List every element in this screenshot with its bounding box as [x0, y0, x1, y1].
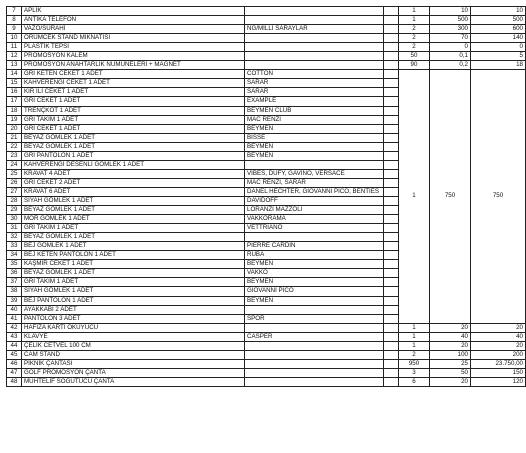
- row-number-cell: 34: [7, 251, 22, 260]
- spacer-cell: [384, 196, 399, 205]
- item-name-cell: CAM STAND: [22, 350, 245, 359]
- item-name-cell: BEJ KETEN PANTOLON 1 ADET: [22, 251, 245, 260]
- item-name-cell: MOR GÖMLEK 1 ADET: [22, 215, 245, 224]
- row-number-cell: 28: [7, 196, 22, 205]
- table-row: [7, 7, 526, 16]
- total-price-cell: 140: [471, 34, 526, 43]
- row-number-cell: 8: [7, 16, 22, 25]
- brand-cell: EXAMPLE: [245, 97, 384, 106]
- quantity-cell: 2: [399, 43, 430, 52]
- brand-cell: [245, 368, 384, 377]
- total-price-cell: 500: [471, 16, 526, 25]
- spacer-cell: [384, 206, 399, 215]
- table-row: [7, 61, 526, 70]
- group-total-price-cell: 750: [471, 70, 526, 323]
- spacer-cell: [384, 260, 399, 269]
- quantity-cell: 1: [399, 16, 430, 25]
- brand-cell: MAC RENZI, SARAR: [245, 178, 384, 187]
- spacer-cell: [384, 178, 399, 187]
- row-number-cell: 25: [7, 169, 22, 178]
- spacer-cell: [384, 323, 399, 332]
- spacer-cell: [384, 124, 399, 133]
- quantity-cell: 2: [399, 25, 430, 34]
- spacer-cell: [384, 251, 399, 260]
- row-number-cell: 16: [7, 88, 22, 97]
- brand-cell: [245, 350, 384, 359]
- quantity-cell: 2: [399, 350, 430, 359]
- item-name-cell: BEYAZ GÖMLEK 1 ADET: [22, 269, 245, 278]
- spacer-cell: [384, 377, 399, 386]
- spacer-cell: [384, 106, 399, 115]
- row-number-cell: 30: [7, 215, 22, 224]
- unit-price-cell: 0: [430, 43, 471, 52]
- item-name-cell: KLAVYE: [22, 332, 245, 341]
- brand-cell: [245, 52, 384, 61]
- row-number-cell: 14: [7, 70, 22, 79]
- brand-cell: [245, 16, 384, 25]
- table-row: [7, 350, 526, 359]
- brand-cell: [245, 305, 384, 314]
- row-number-cell: 27: [7, 187, 22, 196]
- row-number-cell: 13: [7, 61, 22, 70]
- row-number-cell: 7: [7, 7, 22, 16]
- item-name-cell: BEYAZ GÖMLEK 1 ADET: [22, 142, 245, 151]
- item-name-cell: PANTOLON 3 ADET: [22, 314, 245, 323]
- brand-cell: BEYMEN CLUB: [245, 106, 384, 115]
- total-price-cell: 18: [471, 61, 526, 70]
- item-name-cell: GRİ KETEN CEKET 1 ADET: [22, 70, 245, 79]
- spacer-cell: [384, 160, 399, 169]
- table-row: [7, 359, 526, 368]
- item-name-cell: SİYAH GÖMLEK 1 ADET: [22, 287, 245, 296]
- spacer-cell: [384, 52, 399, 61]
- unit-price-cell: 0,1: [430, 52, 471, 61]
- row-number-cell: 23: [7, 151, 22, 160]
- unit-price-cell: 500: [430, 16, 471, 25]
- group-quantity-cell: 1: [399, 70, 430, 323]
- total-price-cell: 150: [471, 368, 526, 377]
- brand-cell: BEYMEN: [245, 296, 384, 305]
- spacer-cell: [384, 43, 399, 52]
- unit-price-cell: 10: [430, 7, 471, 16]
- item-name-cell: GRİ PANTOLON 1 ADET: [22, 151, 245, 160]
- total-price-cell: 0: [471, 43, 526, 52]
- row-number-cell: 44: [7, 341, 22, 350]
- row-number-cell: 24: [7, 160, 22, 169]
- spacer-cell: [384, 16, 399, 25]
- total-price-cell: 5: [471, 52, 526, 61]
- row-number-cell: 48: [7, 377, 22, 386]
- quantity-cell: 1: [399, 332, 430, 341]
- row-number-cell: 20: [7, 124, 22, 133]
- item-name-cell: KAHVERENGİ DESENLİ GÖMLEK 1 ADET: [22, 160, 245, 169]
- item-name-cell: BEJ PANTOLON 1 ADET: [22, 296, 245, 305]
- row-number-cell: 21: [7, 133, 22, 142]
- spacer-cell: [384, 278, 399, 287]
- spacer-cell: [384, 61, 399, 70]
- row-number-cell: 11: [7, 43, 22, 52]
- table-row: [7, 16, 526, 25]
- row-number-cell: 39: [7, 296, 22, 305]
- unit-price-cell: 20: [430, 341, 471, 350]
- item-name-cell: KAHVERENGİ CEKET 1 ADET: [22, 79, 245, 88]
- row-number-cell: 46: [7, 359, 22, 368]
- brand-cell: [245, 43, 384, 52]
- brand-cell: SARAR: [245, 79, 384, 88]
- brand-cell: BEYMEN: [245, 124, 384, 133]
- item-name-cell: BEYAZ GÖMLEK 1 ADET: [22, 233, 245, 242]
- spacer-cell: [384, 133, 399, 142]
- brand-cell: [245, 233, 384, 242]
- spacer-cell: [384, 34, 399, 43]
- brand-cell: SPOR: [245, 314, 384, 323]
- row-number-cell: 40: [7, 305, 22, 314]
- table-row: [7, 43, 526, 52]
- table-row: [7, 52, 526, 61]
- spacer-cell: [384, 287, 399, 296]
- row-number-cell: 41: [7, 314, 22, 323]
- brand-cell: [245, 34, 384, 43]
- table-row: [7, 323, 526, 332]
- row-number-cell: 22: [7, 142, 22, 151]
- spacer-cell: [384, 314, 399, 323]
- spacer-cell: [384, 332, 399, 341]
- total-price-cell: 20: [471, 323, 526, 332]
- group-unit-price-cell: 750: [430, 70, 471, 323]
- brand-cell: VAKKORAMA: [245, 215, 384, 224]
- spacer-cell: [384, 233, 399, 242]
- item-name-cell: PLASTİK TEPSİ: [22, 43, 245, 52]
- item-name-cell: SİYAH GÖMLEK 1 ADET: [22, 196, 245, 205]
- item-name-cell: TRENÇKOT 1 ADET: [22, 106, 245, 115]
- spacer-cell: [384, 97, 399, 106]
- item-name-cell: KIR İLİ CEKET 1 ADET: [22, 88, 245, 97]
- quantity-cell: 1: [399, 341, 430, 350]
- item-name-cell: PROMOSYON ANAHTARLIK NUMUNELERİ + MAGNET: [22, 61, 245, 70]
- item-name-cell: BEYAZ GÖMLEK 1 ADET: [22, 133, 245, 142]
- brand-cell: PIERRE CARDIN: [245, 242, 384, 251]
- spacer-cell: [384, 359, 399, 368]
- unit-price-cell: 40: [430, 332, 471, 341]
- item-name-cell: BEYAZ GÖMLEK 1 ADET: [22, 206, 245, 215]
- unit-price-cell: 70: [430, 34, 471, 43]
- spacer-cell: [384, 305, 399, 314]
- quantity-cell: 1: [399, 323, 430, 332]
- brand-cell: MAC RENZI: [245, 115, 384, 124]
- row-number-cell: 43: [7, 332, 22, 341]
- brand-cell: DAVIDOFF: [245, 196, 384, 205]
- spacer-cell: [384, 142, 399, 151]
- brand-cell: GIOVANNI PICO: [245, 287, 384, 296]
- unit-price-cell: 20: [430, 323, 471, 332]
- brand-cell: VETTRIANO: [245, 224, 384, 233]
- row-number-cell: 12: [7, 52, 22, 61]
- item-name-cell: PROMOSYON KALEM: [22, 52, 245, 61]
- item-name-cell: PİKNİK ÇANTASI: [22, 359, 245, 368]
- quantity-cell: 90: [399, 61, 430, 70]
- row-number-cell: 10: [7, 34, 22, 43]
- brand-cell: BEYMEN: [245, 278, 384, 287]
- item-name-cell: GRİ TAKIM 1 ADET: [22, 278, 245, 287]
- unit-price-cell: 20: [430, 377, 471, 386]
- spacer-cell: [384, 151, 399, 160]
- brand-cell: BEYMEN: [245, 260, 384, 269]
- spacer-cell: [384, 215, 399, 224]
- brand-cell: BISSE: [245, 133, 384, 142]
- table-row: [7, 70, 526, 79]
- spacer-cell: [384, 242, 399, 251]
- item-name-cell: AYAKKABI 2 ADET: [22, 305, 245, 314]
- item-name-cell: GRİ TAKIM 1 ADET: [22, 115, 245, 124]
- row-number-cell: 42: [7, 323, 22, 332]
- table-row: [7, 368, 526, 377]
- spacer-cell: [384, 70, 399, 79]
- quantity-cell: 50: [399, 52, 430, 61]
- total-price-cell: 200: [471, 350, 526, 359]
- quantity-cell: 1: [399, 7, 430, 16]
- spacer-cell: [384, 269, 399, 278]
- brand-cell: [245, 377, 384, 386]
- table-row: [7, 341, 526, 350]
- unit-price-cell: 25: [430, 359, 471, 368]
- spacer-cell: [384, 169, 399, 178]
- item-name-cell: GRİ CEKET 2 ADET: [22, 178, 245, 187]
- brand-cell: [245, 61, 384, 70]
- row-number-cell: 26: [7, 178, 22, 187]
- item-name-cell: GRİ TAKIM 1 ADET: [22, 224, 245, 233]
- item-name-cell: GRİ CEKET 1 ADET: [22, 124, 245, 133]
- item-name-cell: ÇELİK CETVEL 100 CM: [22, 341, 245, 350]
- quantity-cell: 6: [399, 377, 430, 386]
- item-name-cell: GRİ CEKET 1 ADET: [22, 97, 245, 106]
- spacer-cell: [384, 79, 399, 88]
- row-number-cell: 31: [7, 224, 22, 233]
- brand-cell: [245, 160, 384, 169]
- item-name-cell: APLİK: [22, 7, 245, 16]
- total-price-cell: 10: [471, 7, 526, 16]
- brand-cell: RUBA: [245, 251, 384, 260]
- spacer-cell: [384, 115, 399, 124]
- spacer-cell: [384, 88, 399, 97]
- spacer-cell: [384, 187, 399, 196]
- row-number-cell: 19: [7, 115, 22, 124]
- row-number-cell: 17: [7, 97, 22, 106]
- spacer-cell: [384, 350, 399, 359]
- row-number-cell: 45: [7, 350, 22, 359]
- quantity-cell: 950: [399, 359, 430, 368]
- brand-cell: DANEL HECHTER, GIOVANNI PICO, BENTIES: [245, 187, 384, 196]
- table-row: [7, 25, 526, 34]
- table-row: [7, 34, 526, 43]
- item-name-cell: KRAVAT 4 ADET: [22, 169, 245, 178]
- inventory-table: [6, 6, 526, 387]
- spacer-cell: [384, 224, 399, 233]
- row-number-cell: 15: [7, 79, 22, 88]
- row-number-cell: 32: [7, 233, 22, 242]
- total-price-cell: 600: [471, 25, 526, 34]
- item-name-cell: MUHTELİF SOĞUTUCU ÇANTA: [22, 377, 245, 386]
- spacer-cell: [384, 25, 399, 34]
- total-price-cell: 20: [471, 341, 526, 350]
- brand-cell: COTTON: [245, 70, 384, 79]
- total-price-cell: 120: [471, 377, 526, 386]
- row-number-cell: 18: [7, 106, 22, 115]
- unit-price-cell: 300: [430, 25, 471, 34]
- quantity-cell: 2: [399, 34, 430, 43]
- inventory-table-body: [7, 7, 526, 387]
- quantity-cell: 3: [399, 368, 430, 377]
- brand-cell: BEYMEN: [245, 151, 384, 160]
- row-number-cell: 35: [7, 260, 22, 269]
- item-name-cell: ÖRÜMCEK STAND MIKNATISI: [22, 34, 245, 43]
- spacer-cell: [384, 296, 399, 305]
- row-number-cell: 9: [7, 25, 22, 34]
- row-number-cell: 38: [7, 287, 22, 296]
- table-row: [7, 332, 526, 341]
- brand-cell: [245, 7, 384, 16]
- row-number-cell: 29: [7, 206, 22, 215]
- item-name-cell: BEJ GÖMLEK 1 ADET: [22, 242, 245, 251]
- spacer-cell: [384, 368, 399, 377]
- item-name-cell: KAŞMİR CEKET 1 ADET: [22, 260, 245, 269]
- row-number-cell: 47: [7, 368, 22, 377]
- total-price-cell: 23.750,00: [471, 359, 526, 368]
- row-number-cell: 33: [7, 242, 22, 251]
- brand-cell: [245, 359, 384, 368]
- spacer-cell: [384, 7, 399, 16]
- brand-cell: [245, 323, 384, 332]
- brand-cell: VAKKO: [245, 269, 384, 278]
- table-row: [7, 377, 526, 386]
- row-number-cell: 36: [7, 269, 22, 278]
- unit-price-cell: 100: [430, 350, 471, 359]
- brand-cell: NG/MİLLİ SARAYLAR: [245, 25, 384, 34]
- unit-price-cell: 0,2: [430, 61, 471, 70]
- brand-cell: LORANZI MAZZOLI: [245, 206, 384, 215]
- item-name-cell: GOLF PROMOSYON ÇANTA: [22, 368, 245, 377]
- brand-cell: [245, 341, 384, 350]
- brand-cell: VİBES, DUFY, GAVINO, VERSACE: [245, 169, 384, 178]
- unit-price-cell: 50: [430, 368, 471, 377]
- row-number-cell: 37: [7, 278, 22, 287]
- brand-cell: CASPER: [245, 332, 384, 341]
- brand-cell: SARAR: [245, 88, 384, 97]
- item-name-cell: KRAVAT 6 ADET: [22, 187, 245, 196]
- brand-cell: BEYMEN: [245, 142, 384, 151]
- total-price-cell: 40: [471, 332, 526, 341]
- item-name-cell: ANTİKA TELEFON: [22, 16, 245, 25]
- spacer-cell: [384, 341, 399, 350]
- item-name-cell: VAZO/SÜRAHİ: [22, 25, 245, 34]
- item-name-cell: HAFIZA KARTI OKUYUCU: [22, 323, 245, 332]
